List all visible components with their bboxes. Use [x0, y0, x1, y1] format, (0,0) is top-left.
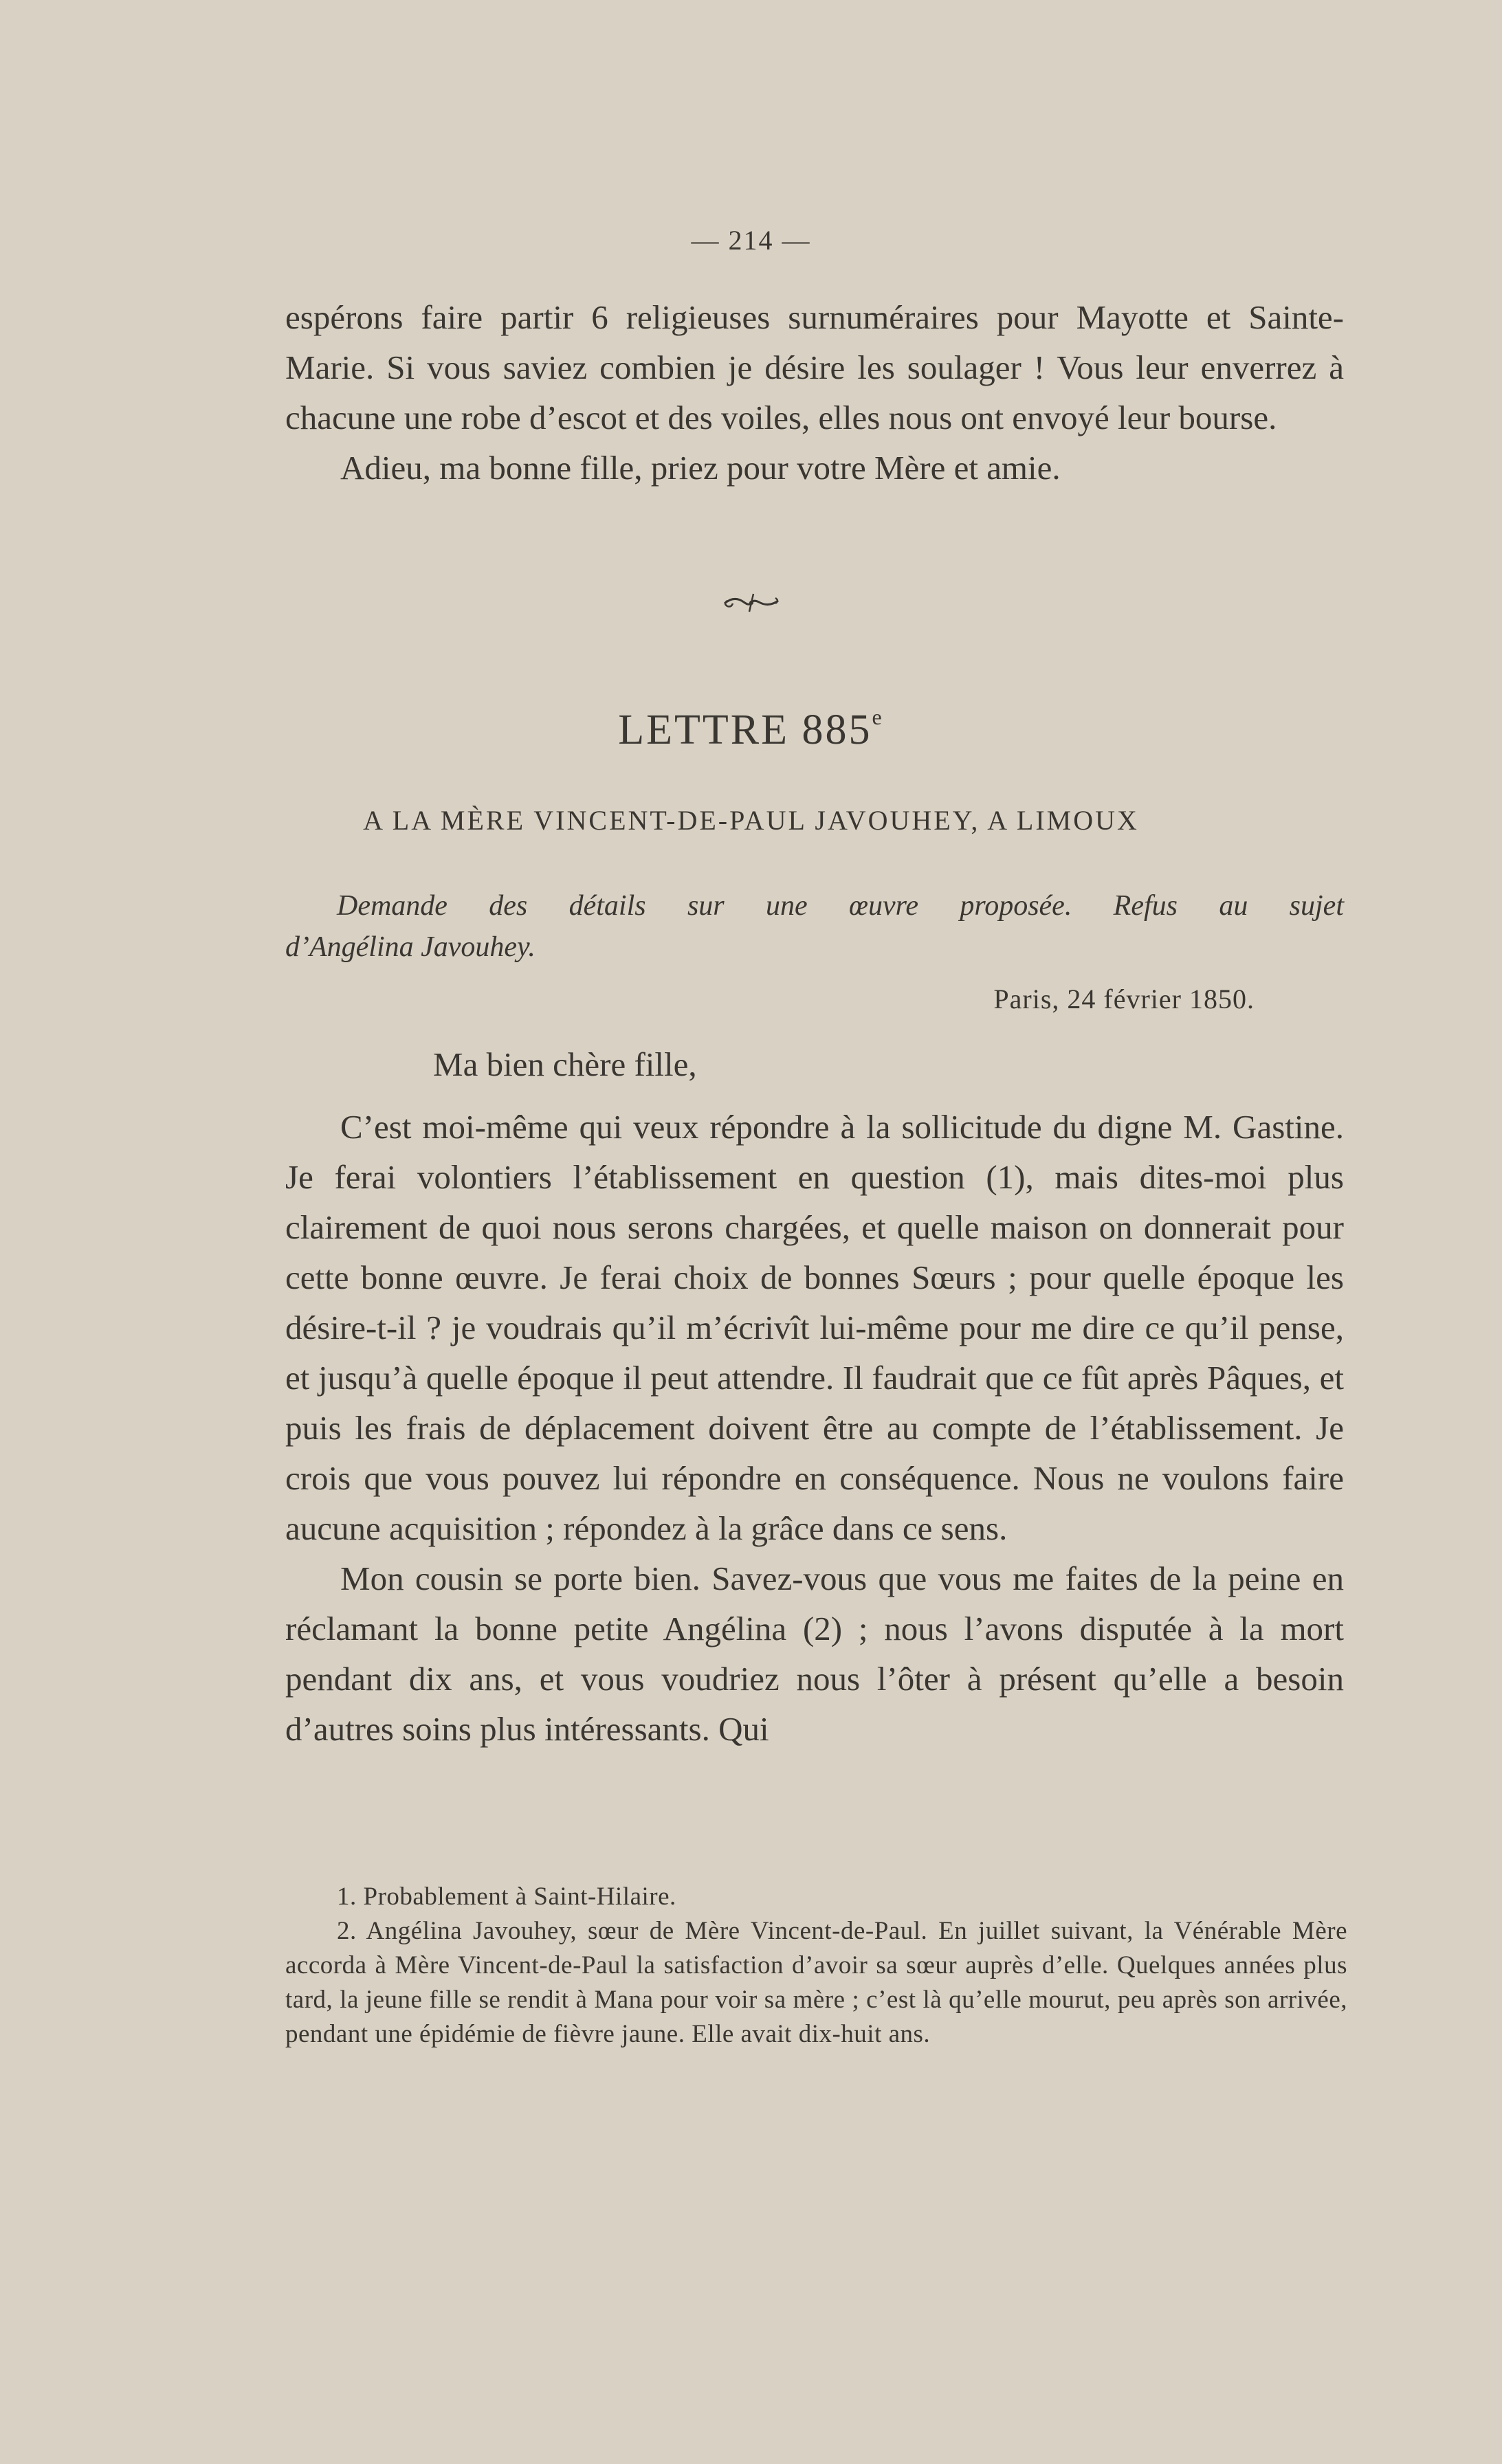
- letter-date-place: Paris, 24 février 1850.: [993, 984, 1255, 1014]
- letter-title-suffix: e: [872, 704, 884, 729]
- closing-line: Adieu, ma bonne fille, priez pour votre Mère et amie.: [340, 449, 1061, 487]
- fleuron-icon: [720, 591, 782, 614]
- continuation-block: [285, 292, 1344, 493]
- footnote-2: 2. Angélina Javouhey, sœur de Mère Vincent-de-Paul. En juillet suivant, la Vénérable Mère accorda à Mère Vincent-de-Paul la satisfaction d’avoir sa sœur auprès d’elle. Quelques années plus tard, la jeune fille se rendit à Mana pour voir sa mère ; c’est là qu’elle mourut, peu après son arrivée, pendant une épidémie de fièvre jaune. Elle avait dix-huit ans.: [285, 1917, 1347, 2048]
- letter-summary: [285, 885, 1344, 968]
- letter-paragraph-1: C’est moi-même qui veux répondre à la sollicitude du digne M. Gastine. Je ferai volontiers l’établissement en question (1), mais dites-moi plus clairement de quoi nous serons chargées, et quelle maison on donnerait pour cette bonne œuvre. Je ferai choix de bonnes Sœurs ; pour quelle époque les désire-t-il ? je voudrais qu’il m’écrivît lui-même pour me dire ce qu’il pense, et jusqu’à quelle époque il peut attendre. Il faudrait que ce fût après Pâques, et puis les frais de déplacement doivent être au compte de l’établissement. Je crois que vous pouvez lui répondre en conséquence. Nous ne voulons faire aucune acquisition ; répondez à la grâce dans ce sens.: [285, 1108, 1344, 1547]
- footnote-1: 1. Probablement à Saint-Hilaire.: [337, 1883, 676, 1911]
- continuation-paragraph: espérons faire partir 6 religieuses surnuméraires pour Mayotte et Sainte-Marie. Si vous saviez combien je désire les soulager ! Vous leur enverrez à chacune une robe d’escot et des voiles, elles nous ont envoyé leur bourse.: [285, 298, 1344, 436]
- letter-recipient: A LA MÈRE VINCENT-DE-PAUL JAVOUHEY, A LIMOUX: [363, 805, 1139, 836]
- letter-salutation: Ma bien chère fille,: [433, 1045, 697, 1083]
- page-number: — 214 —: [691, 225, 811, 256]
- footnotes: [285, 1880, 1347, 2052]
- fleuron-ornament: [0, 591, 1502, 617]
- summary-line-2: d’Angélina Javouhey.: [285, 931, 535, 963]
- summary-line-1: Demande des détails sur une œuvre proposée. Refus au sujet: [337, 890, 1344, 922]
- letter-title: [0, 704, 1502, 755]
- letter-title-text: LETTRE 885: [618, 707, 872, 753]
- letter-body: [285, 1102, 1344, 1754]
- letter-paragraph-2: Mon cousin se porte bien. Savez-vous que vous me faites de la peine en réclamant la bonne petite Angélina (2) ; nous l’avons disputée à la mort pendant dix ans, et vous voudriez nous l’ôter à présent qu’elle a besoin d’autres soins plus intéressants. Qui: [285, 1560, 1344, 1748]
